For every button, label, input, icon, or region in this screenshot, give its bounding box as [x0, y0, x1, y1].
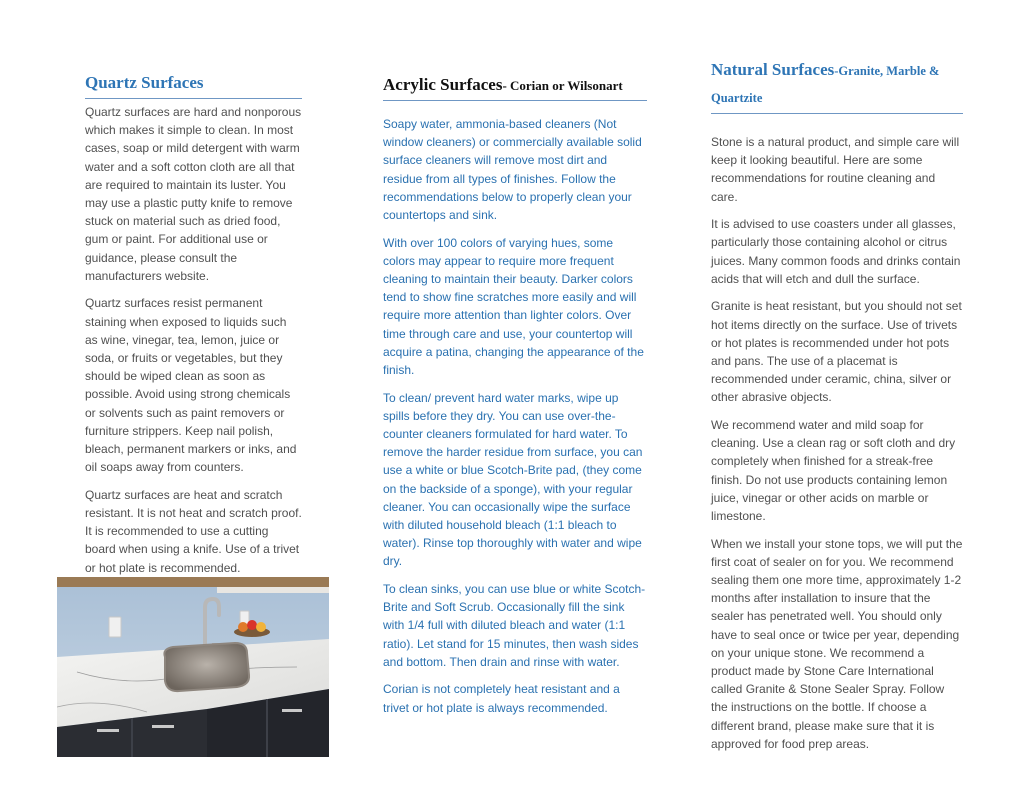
natural-title: Natural Surfaces: [711, 60, 835, 79]
quartz-heading: [85, 68, 302, 99]
acrylic-body: [383, 115, 647, 717]
natural-subtitle: -Granite, Marble & Quartzite: [711, 64, 940, 105]
acrylic-subtitle: - Corian or Wilsonart: [502, 78, 623, 93]
acrylic-title: Acrylic Surfaces: [383, 75, 503, 94]
natural-paragraph: We recommend water and mild soap for cleaning. Use a clean rag or soft cloth and dry completely when finished for a streak-free finish. Do not use products containing lemon juice, vinegar or other acids on marble or limestone.: [711, 418, 956, 524]
kitchen-sink-photo: [57, 577, 329, 757]
natural-heading: [711, 55, 963, 114]
quartz-paragraph: Quartz surfaces are heat and scratch resistant. It is not heat and scratch proof. It is recommended to use a cutting board when using a knife. Use of a trivet or hot plate is recommended.: [85, 487, 302, 575]
acrylic-paragraph: To clean/ prevent hard water marks, wipe up spills before they dry. You can use over-the-counter cleaners formulated for hard water. To remove the harder residue from surface, you can use a white or blue Scotch-Brite pad, (they come on the backside of a sponge), with your regular cleaner. You can occasionally wipe the surface with diluted household bleach (1:1 bleach to water). Rinse top thoroughly with water and wipe dry.: [383, 390, 643, 569]
natural-paragraph: When we install your stone tops, we will put the first coat of sealer on for you. We recommend sealing them one more time, approximately 1-2 months after installation to insure that the sealer has penetrated well. You should only have to seal once or twice per year, depending on your unique stone. We recommend a product made by Stone Care International called Granite & Stone Sealer Spray. Follow the instructions on the bottle. If choose a different brand, please make sure that it is approved for food prep areas.: [711, 536, 963, 751]
quartz-title: Quartz Surfaces: [85, 73, 204, 92]
acrylic-heading: [383, 70, 647, 101]
quartz-paragraph: Quartz surfaces resist permanent staining when exposed to liquids such as wine, vinegar, tea, lemon, juice or soda, or fruits or vegetables, but they should be wiped clean as soon as possible. Avoid using strong chemicals or solvents such as paint removers or furniture strippers. Keep nail polish, bleach, permanent markers or inks, and oil soaps away from counters.: [85, 296, 297, 475]
natural-body: [711, 133, 963, 753]
acrylic-section: [383, 70, 647, 726]
quartz-paragraph: Quartz surfaces are hard and nonporous which makes it simple to clean. In most cases, soap or mild detergent with warm water and a soft cotton cloth are all that are required to maintain its luster. You may use a plastic putty knife to remove stuck on material such as dried food, gum or paint. For additional use or guidance, please consult the manufacturers website.: [85, 105, 302, 283]
acrylic-paragraph: With over 100 colors of varying hues, some colors may appear to require more frequent cleaning to maintain their beauty. Darker colors tend to show fine scratches more easily and will require more attention than lighter colors. Over time through care and use, your countertop will acquire a patina, changing the appearance of the finish.: [383, 235, 644, 378]
natural-section: [711, 55, 963, 762]
acrylic-paragraph: Corian is not completely heat resistant and a trivet or hot plate is always recommended.: [383, 682, 620, 715]
quartz-body: [85, 103, 302, 577]
quartz-section: [85, 68, 302, 586]
natural-paragraph: Granite is heat resistant, but you should not set hot items directly on the surface. Use of trivets or hot plates is recommended under hot pots and pans. The use of a placemat is recommended under ceramic, china, silver or other abrasive objects.: [711, 299, 962, 405]
acrylic-paragraph: Soapy water, ammonia-based cleaners (Not window cleaners) or commercially available solid surface cleaners will remove most dirt and residue from all types of finishes. Follow the recommendations below to properly clean your countertops and sink.: [383, 117, 642, 223]
acrylic-paragraph: To clean sinks, you can use blue or white Scotch-Brite and Soft Scrub. Occasionally fill the sink with 1/4 full with diluted bleach and water (1:1 ratio). Let stand for 15 minutes, then wash sides and bottom. Then drain and rinse with water.: [383, 582, 646, 669]
natural-paragraph: It is advised to use coasters under all glasses, particularly those containing alcohol or citrus juices. Many common foods and drinks contain acids that will etch and dull the surface.: [711, 217, 961, 286]
natural-paragraph: Stone is a natural product, and simple care will keep it looking beautiful. Here are some recommendations for routine cleaning and care.: [711, 135, 960, 204]
